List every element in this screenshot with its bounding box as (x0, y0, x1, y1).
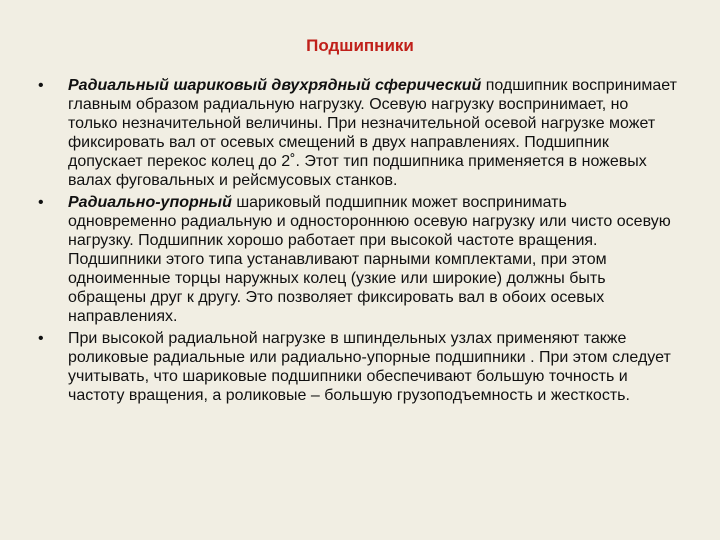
bullet-item-radial-spherical (38, 76, 678, 190)
bullet-text: подшипник воспринимает главным образом радиальную нагрузку. Осевую нагрузку воспринимает, но только незначительной величины. При незначительной осевой нагрузке может фиксировать вал от осевых смещений в двух направлениях. Подшипник допускает перекос колец до 2˚. Этот тип подшипника применяется в ножевых валах фуговальных и рейсмусовых станков. (68, 77, 677, 189)
bullet-dot-icon: • (38, 194, 44, 211)
slide-title: Подшипники (306, 36, 414, 55)
bullet-text: шариковый подшипник может воспринимать одновременно радиальную и одностороннюю осевую нагрузку или чисто осевую нагрузку. Подшипник хорошо работает при высокой частоте вращения. Подшипники этого типа устанавливают парными комплектами, при этом одноименные торцы наружных колец (узкие или широкие) должны быть обращены друг к другу. Это позволяет фиксировать вал в обоих осевых направлениях. (68, 194, 671, 325)
bullet-text: При высокой радиальной нагрузке в шпиндельных узлах применяют также роликовые радиальные или радиально-упорные подшипники . При этом следует учитывать, что шариковые подшипники обеспечивают большую точность и частоту вращения, а роликовые – большую грузоподъемность и жесткость. (68, 330, 671, 404)
bullet-item-high-radial-load (38, 329, 678, 405)
bullet-item-angular-contact (38, 193, 678, 326)
bullet-lead-term: Радиально-упорный (68, 194, 232, 211)
bullet-lead-term: Радиальный шариковый двухрядный сферический (68, 77, 482, 94)
bullet-dot-icon: • (38, 330, 44, 347)
bullet-list (38, 76, 678, 408)
bullet-dot-icon: • (38, 77, 44, 94)
